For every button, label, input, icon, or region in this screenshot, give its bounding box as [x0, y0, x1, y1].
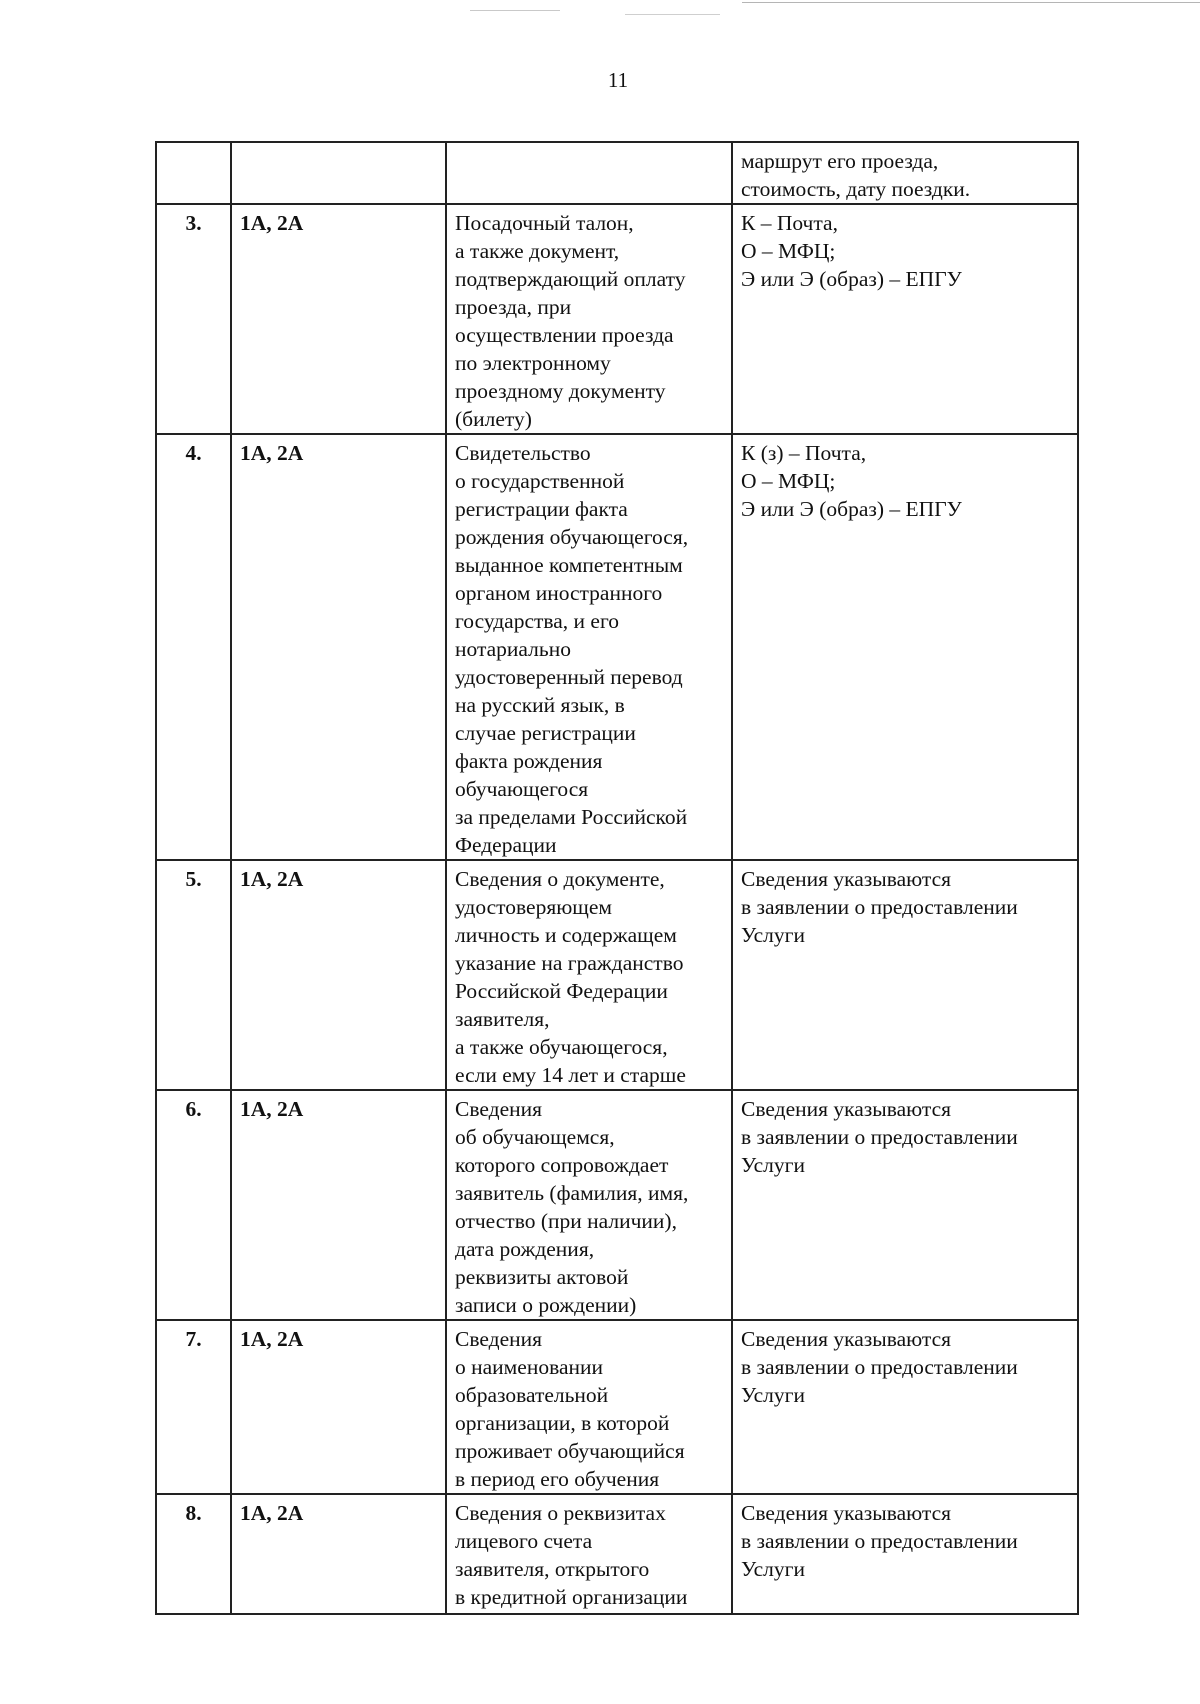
row-number-cell: 6. — [156, 1090, 231, 1320]
row-number-cell: 3. — [156, 204, 231, 434]
scan-artifact — [470, 10, 560, 11]
submission-method-cell: К – Почта, О – МФЦ; Э или Э (образ) – ЕПГУ — [732, 204, 1078, 434]
applicant-group-cell: 1А, 2А — [231, 1320, 446, 1494]
submission-method-cell: К (з) – Почта, О – МФЦ; Э или Э (образ) – ЕПГУ — [732, 434, 1078, 860]
applicant-group-cell: 1А, 2А — [231, 204, 446, 434]
row-number-cell: 8. — [156, 1494, 231, 1614]
submission-method-cell: Сведения указываются в заявлении о предоставлении Услуги — [732, 860, 1078, 1090]
scan-artifact — [625, 14, 720, 15]
document-name-cell — [446, 142, 732, 204]
row-number-cell: 4. — [156, 434, 231, 860]
document-table-container — [155, 141, 1079, 1615]
applicant-group-cell: 1А, 2А — [231, 434, 446, 860]
submission-method-cell: Сведения указываются в заявлении о предоставлении Услуги — [732, 1320, 1078, 1494]
document-name-cell: Сведения об обучающемся, которого сопровождает заявитель (фамилия, имя, отчество (при наличии), дата рождения, реквизиты актовой записи о рождении) — [446, 1090, 732, 1320]
submission-method-cell: маршрут его проезда, стоимость, дату поездки. — [732, 142, 1078, 204]
document-name-cell: Сведения о реквизитах лицевого счета заявителя, открытого в кредитной организации — [446, 1494, 732, 1614]
table-row — [156, 860, 1078, 1090]
scan-artifact — [742, 2, 1200, 3]
applicant-group-cell — [231, 142, 446, 204]
document-name-cell: Сведения о наименовании образовательной организации, в которой проживает обучающийся в период его обучения — [446, 1320, 732, 1494]
applicant-group-cell: 1А, 2А — [231, 1090, 446, 1320]
table-row — [156, 1320, 1078, 1494]
table-row — [156, 434, 1078, 860]
table-row — [156, 142, 1078, 204]
applicant-group-cell: 1А, 2А — [231, 860, 446, 1090]
document-name-cell: Сведения о документе, удостоверяющем личность и содержащем указание на гражданство Российской Федерации заявителя, а также обучающегося, если ему 14 лет и старше — [446, 860, 732, 1090]
page-number: 11 — [607, 68, 629, 92]
document-name-cell: Посадочный талон, а также документ, подтверждающий оплату проезда, при осуществлении проезда по электронному проездному документу (билету) — [446, 204, 732, 434]
documents-table — [155, 141, 1079, 1615]
document-name-cell: Свидетельство о государственной регистрации факта рождения обучающегося, выданное компетентным органом иностранного государства, и его нотариально удостоверенный перевод на русский язык, в случае регистрации факта рождения обучающегося за пределами Российской Федерации — [446, 434, 732, 860]
table-row — [156, 1090, 1078, 1320]
submission-method-cell: Сведения указываются в заявлении о предоставлении Услуги — [732, 1494, 1078, 1614]
row-number-cell: 5. — [156, 860, 231, 1090]
table-row — [156, 204, 1078, 434]
row-number-cell: 7. — [156, 1320, 231, 1494]
table-row — [156, 1494, 1078, 1614]
submission-method-cell: Сведения указываются в заявлении о предоставлении Услуги — [732, 1090, 1078, 1320]
applicant-group-cell: 1А, 2А — [231, 1494, 446, 1614]
row-number-cell — [156, 142, 231, 204]
